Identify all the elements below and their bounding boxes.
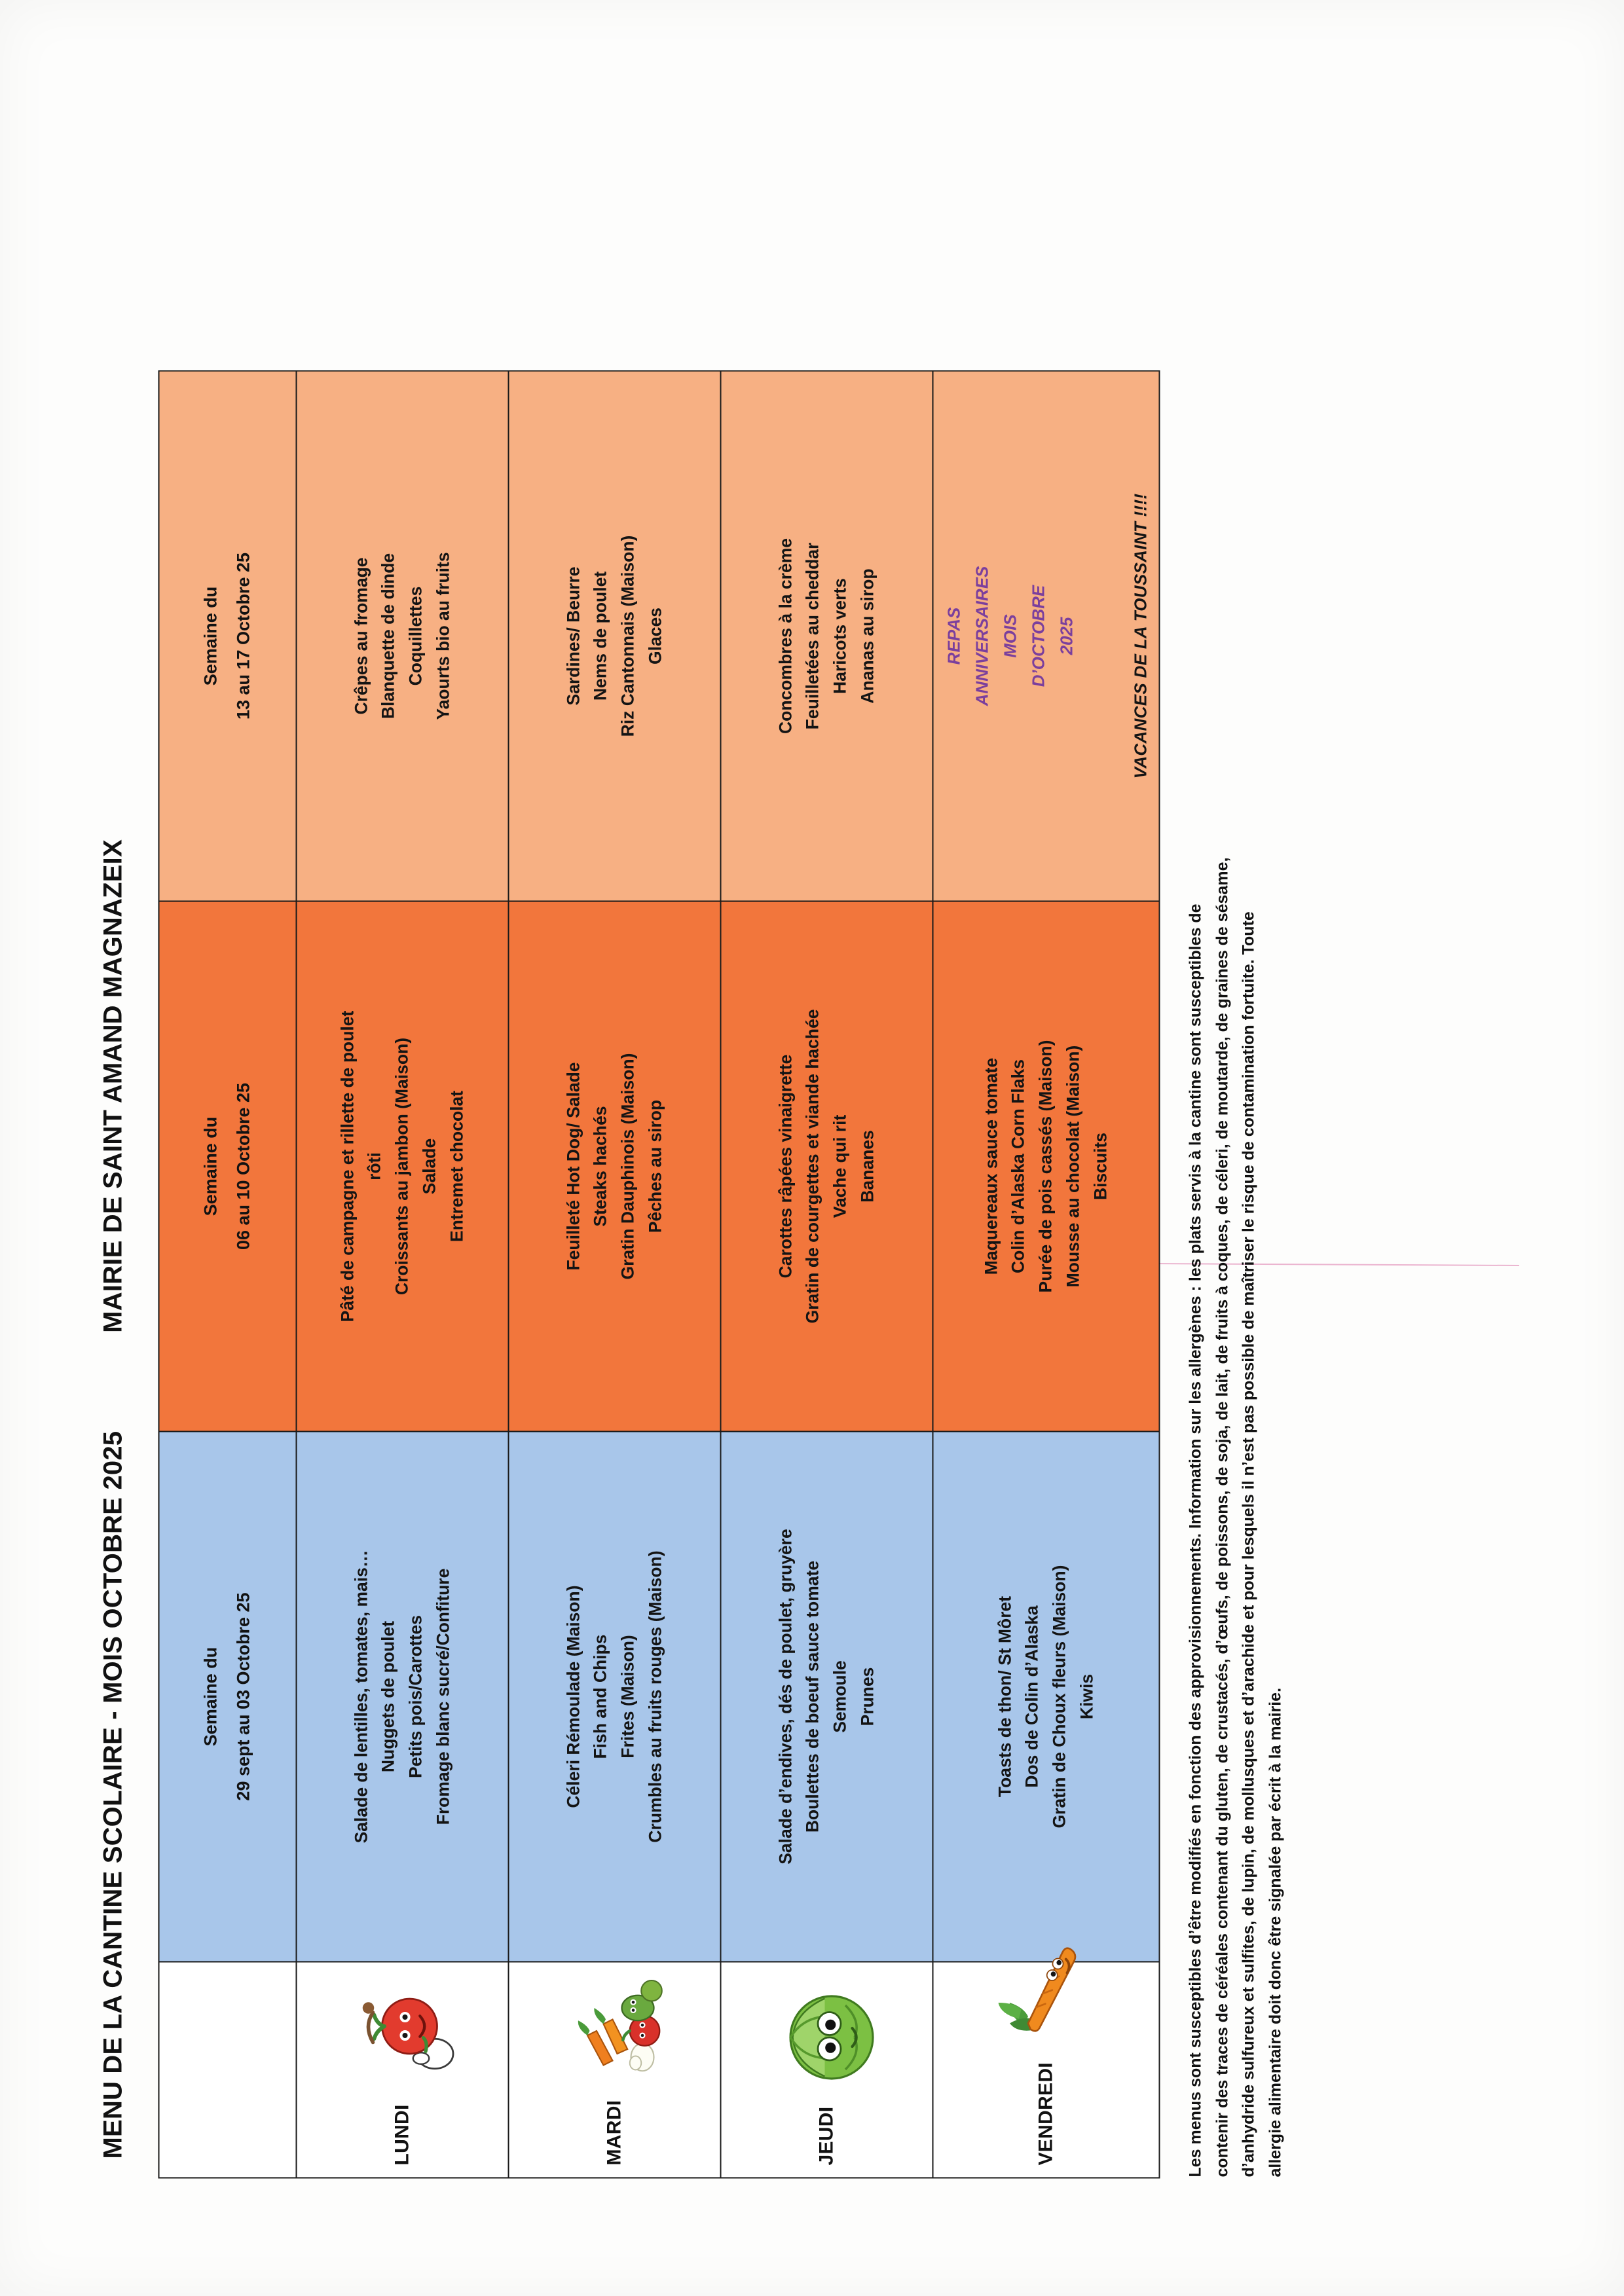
week-header-2-line1: Semaine du [200, 1116, 221, 1216]
menu-item: Toasts de thon/ St Môret [994, 1595, 1014, 1797]
week-header-3 [158, 371, 296, 901]
menu-item: Salade de lentilles, tomates, mais… [350, 1550, 371, 1843]
birthday-notice-line: REPAS [944, 607, 963, 665]
page-title-row [98, 79, 128, 2185]
table-row [296, 371, 508, 2178]
menu-item: Dos de Colin d’Alaska [1022, 1605, 1042, 1788]
menu-item: Biscuits [1090, 1132, 1110, 1200]
menu-item: Semoule [830, 1660, 849, 1733]
disclaimer-line: contenir des traces de céréales contenant du gluten, de crustacés, d’œufs, de poissons, de soja, de lait, de fruits à coques, de céleri, de moutarde, de graines de sésame, [1212, 857, 1231, 2177]
day-cell-vendredi [932, 1961, 1159, 2178]
birthday-notice-line: ANNIVERSAIRES [972, 566, 991, 706]
birthday-notice-line: MOIS [1000, 613, 1020, 658]
menu-item: Sardines/ Beurre [563, 566, 583, 706]
menu-item: rôti [364, 1152, 384, 1180]
menu-item: Entremet chocolat [446, 1090, 466, 1242]
menu-item: Haricots verts [830, 577, 849, 694]
week-header-3-line2: 13 au 17 Octobre 25 [233, 552, 253, 720]
mixed-vegetables-mascot-icon [557, 1973, 672, 2088]
page-title: MENU DE LA CANTINE SCOLAIRE - MOIS OCTOBRE 2025 [98, 1430, 127, 2159]
menu-item: Nems de poulet [590, 571, 610, 701]
disclaimer-line: d’anhydride sulfureux et sulfites, de lupin, de mollusques et d’arachide et pour lesquels il n’est pas possible de maîtriser le risque de contamination fortuite. Toute [1239, 911, 1257, 2177]
menu-item: Salade [418, 1138, 439, 1194]
menu-item: Colin d’Alaska Corn Flaks [1008, 1059, 1028, 1273]
week-header-1 [158, 1431, 296, 1961]
menu-item: Nuggets de poulet [378, 1620, 398, 1772]
table-header-row [158, 371, 296, 2178]
day-label-jeudi: JEUDI [815, 2106, 837, 2165]
menu-item: Fromage blanc sucré/Confiture [432, 1568, 452, 1825]
week-header-2 [158, 901, 296, 1431]
day-column-header [158, 1961, 296, 2178]
day-label-mardi: MARDI [603, 2100, 625, 2165]
menu-item: Feuilleté Hot Dog/ Salade [563, 1061, 583, 1271]
menu-cell-vendredi-week2 [932, 901, 1159, 1431]
day-label-lundi: LUNDI [391, 2104, 413, 2165]
menu-item: Prunes [857, 1667, 877, 1726]
menu-cell-lundi-week3 [296, 371, 508, 901]
birthday-notice-line: 2025 [1056, 617, 1076, 655]
day-cell-jeudi [720, 1961, 932, 2178]
menu-item: Vache qui rit [830, 1114, 849, 1218]
day-label-vendredi: VENDREDI [1035, 2062, 1056, 2165]
carrot-mascot-icon [989, 1936, 1103, 2050]
day-cell-lundi [296, 1961, 508, 2178]
menu-item: Kiwis [1076, 1673, 1096, 1719]
menu-item: Pâté de campagne et rillette de poulet [337, 1010, 357, 1322]
menu-item: Bananes [857, 1129, 877, 1203]
disclaimer-line: Les menus sont susceptibles d’être modifiés en fonction des approvisionnements. Information sur les allergènes : les plats servis à la cantine sont susceptibles de [1186, 903, 1204, 2177]
menu-item: Blanquette de dinde [378, 553, 398, 719]
menu-item: Céleri Rémoulade (Maison) [563, 1584, 583, 1808]
birthday-notice-line: D’OCTOBRE [1028, 585, 1048, 687]
menu-item: Pêches au sirop [644, 1099, 665, 1233]
menu-item: Gratin de courgettes et viande hachée [802, 1008, 822, 1324]
menu-item: Ananas au sirop [857, 568, 877, 704]
table-row [932, 371, 1159, 2178]
menu-cell-jeudi-week2 [720, 901, 932, 1431]
birthday-notice [941, 380, 1151, 891]
table-row [720, 371, 932, 2178]
menu-item: Crumbles au fruits rouges (Maison) [644, 1550, 665, 1843]
cabbage-mascot-icon [769, 1980, 884, 2094]
menu-table [158, 370, 1160, 2178]
menu-item: Coquillettes [405, 586, 425, 685]
menu-item: Riz Cantonnais (Maison) [618, 535, 637, 737]
menu-cell-mardi-week2 [508, 901, 720, 1431]
menu-cell-mardi-week3 [508, 371, 720, 901]
week-header-1-line2: 29 sept au 03 Octobre 25 [233, 1592, 253, 1801]
menu-item: Crêpes au fromage [350, 556, 371, 715]
menu-item: Gratin de Choux fleurs (Maison) [1049, 1565, 1069, 1828]
tomato-mascot-icon [345, 1978, 460, 2092]
menu-item: Feuilletées au cheddar [802, 542, 822, 729]
menu-item: Carottes râpées vinaigrette [775, 1054, 795, 1278]
week-header-1-line1: Semaine du [200, 1647, 221, 1746]
menu-item: Croissants au jambon (Maison) [392, 1037, 412, 1295]
menu-cell-lundi-week1 [296, 1431, 508, 1961]
mairie-title: MAIRIE DE SAINT AMAND MAGNAZEIX [98, 839, 127, 1333]
menu-item: Maquereaux sauce tomate [980, 1057, 1001, 1275]
menu-cell-mardi-week1 [508, 1431, 720, 1961]
menu-item: Purée de pois cassés (Maison) [1035, 1040, 1056, 1292]
menu-item: Glaces [644, 607, 665, 665]
menu-table-head [158, 371, 296, 2178]
menu-item: Gratin Dauphinois (Maison) [618, 1053, 637, 1279]
disclaimer-line: allergie alimentaire doit donc être signalée par écrit à la mairie. [1265, 1687, 1284, 2177]
menu-cell-vendredi-week3 [932, 371, 1159, 901]
menu-cell-jeudi-week3 [720, 371, 932, 901]
menu-item: Yaourts bio au fruits [432, 551, 452, 720]
menu-item: Salade d’endives, dés de poulet, gruyère [775, 1528, 795, 1865]
menu-item: Concombres à la crème [775, 538, 795, 734]
day-cell-mardi [508, 1961, 720, 2178]
week-header-3-line1: Semaine du [200, 586, 221, 685]
menu-item: Boulettes de boeuf sauce tomate [802, 1560, 822, 1832]
menu-item: Petits pois/Carottes [405, 1614, 425, 1778]
week-header-2-line2: 06 au 10 Octobre 25 [233, 1082, 253, 1250]
menu-item: Mousse au chocolat (Maison) [1062, 1045, 1082, 1287]
menu-cell-jeudi-week1 [720, 1431, 932, 1961]
table-row [508, 371, 720, 2178]
vacation-notice: VACANCES DE LA TOUSSAINT !!!! [1130, 493, 1150, 778]
menu-item: Fish and Chips [590, 1634, 610, 1758]
menu-item: Steaks hachés [590, 1105, 610, 1227]
menu-cell-vendredi-week1 [932, 1431, 1159, 1961]
menu-cell-lundi-week2 [296, 901, 508, 1431]
menu-item: Frites (Maison) [618, 1634, 637, 1758]
allergen-disclaimer [1182, 350, 1288, 2177]
menu-table-body [296, 371, 1159, 2178]
